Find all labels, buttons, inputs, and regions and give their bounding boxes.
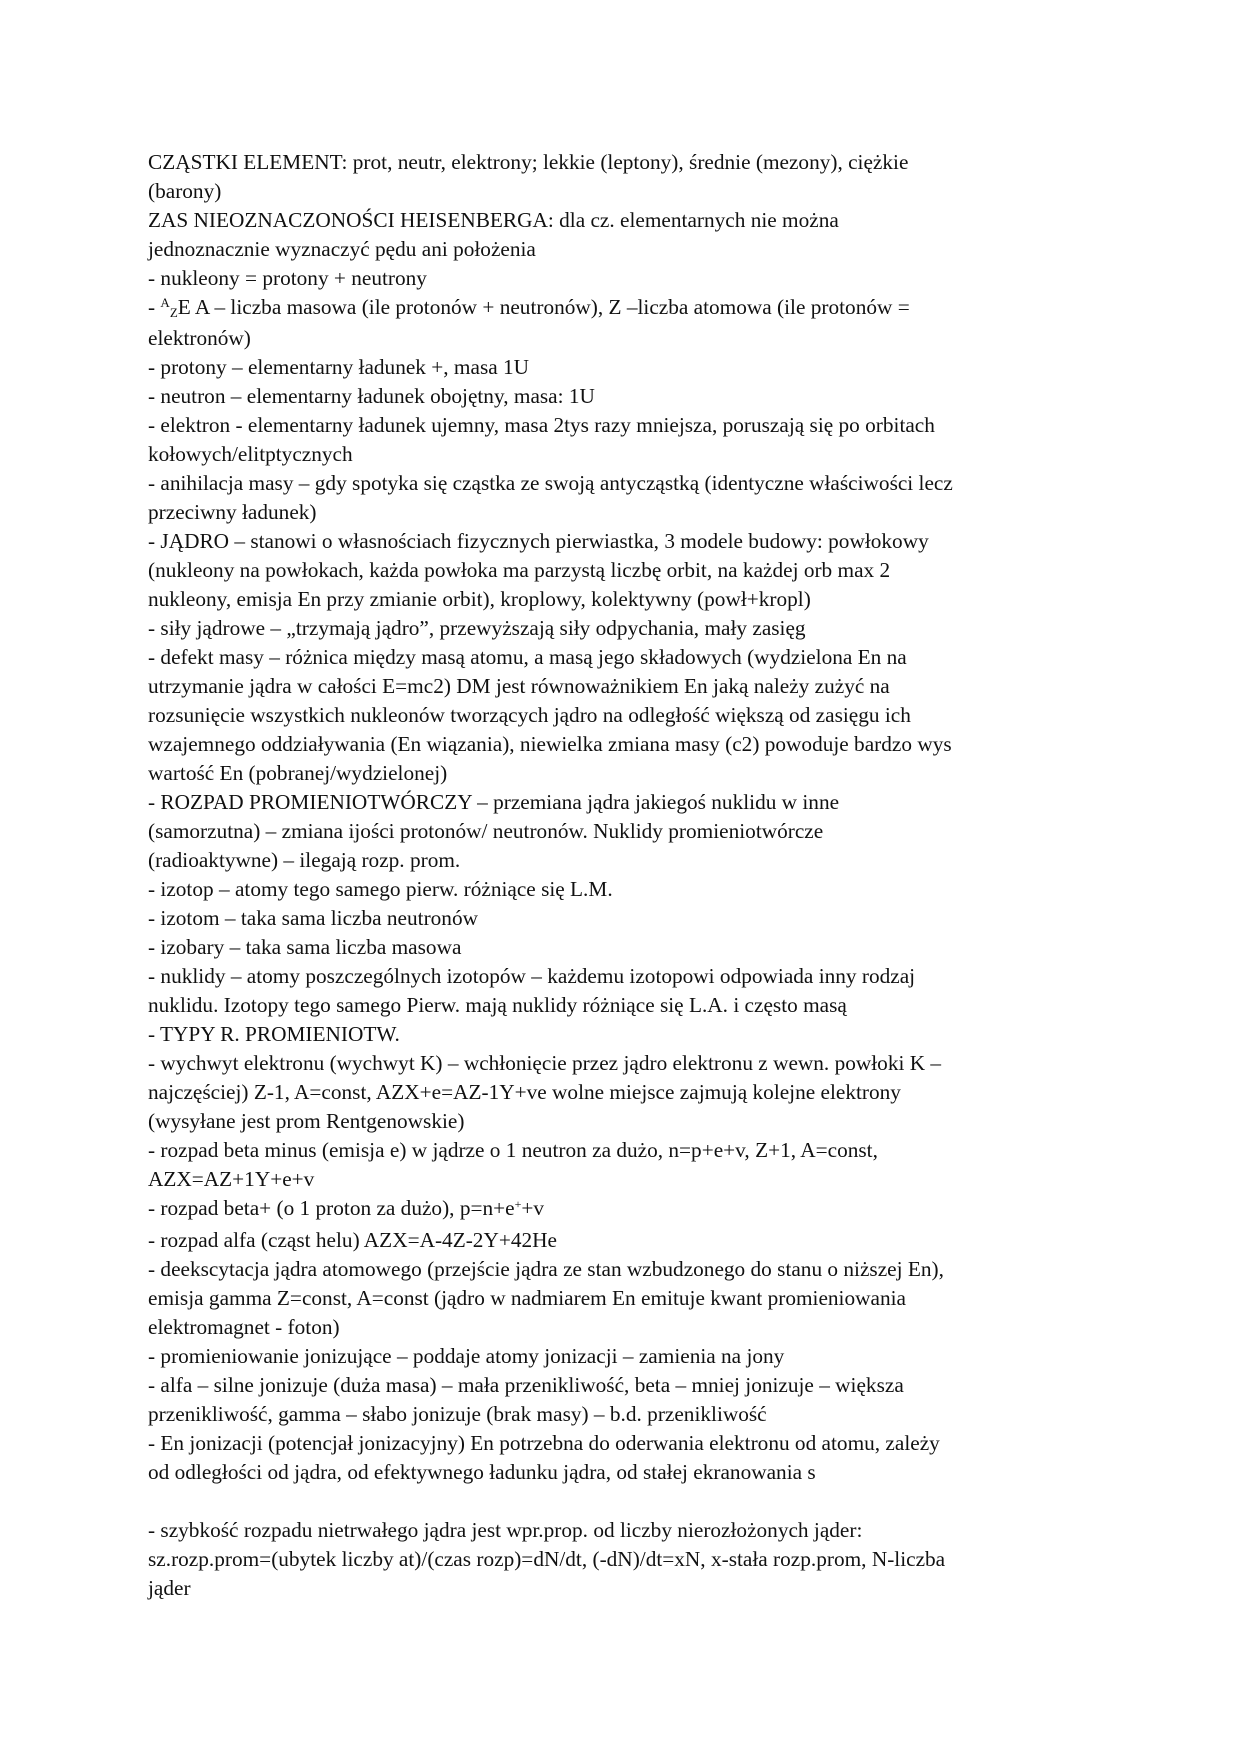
text-line: najczęściej) Z-1, A=const, AZX+e=AZ-1Y+ve wolne miejsce zajmują kolejne elektrony (148, 1080, 901, 1104)
text-line: CZĄSTKI ELEMENT: prot, neutr, elektrony; lekkie (leptony), średnie (mezony), ciężkie (148, 150, 909, 174)
text-line: - En jonizacji (potencjał jonizacyjny) En potrzebna do oderwania elektronu od atomu, zależy (148, 1431, 940, 1455)
positron-superscript: + (514, 1197, 522, 1211)
text-line: przeciwny ładunek) (148, 500, 317, 524)
text-line: (nukleony na powłokach, każda powłoka ma parzystą liczbę orbit, na każdej orb max 2 (148, 558, 891, 582)
text-line: - JĄDRO – stanowi o własnościach fizycznych pierwiastka, 3 modele budowy: powłokowy (148, 529, 929, 553)
document-body (148, 148, 1096, 1603)
text-line: - izotom – taka sama liczba neutronów (148, 906, 478, 930)
text-line: nuklidu. Izotopy tego samego Pierw. mają nuklidy różniące się L.A. i często masą (148, 993, 847, 1017)
nuclide-description: E A – liczba masowa (ile protonów + neutronów), Z –liczba atomowa (ile protonów = (177, 295, 910, 319)
text-line: (wysyłane jest prom Rentgenowskie) (148, 1109, 465, 1133)
text-line: - nukleony = protony + neutrony (148, 266, 427, 290)
text-line: rozsunięcie wszystkich nukleonów tworzących jądro na odległość większą od zasięgu ich (148, 703, 911, 727)
text-line: sz.rozp.prom=(ubytek liczby at)/(czas rozp)=dN/dt, (-dN)/dt=xN, x-stała rozp.prom, N-liczba (148, 1547, 946, 1571)
text-line: - protony – elementarny ładunek +, masa 1U (148, 355, 530, 379)
text-line: od odległości od jądra, od efektywnego ładunku jądra, od stałej ekranowania s (148, 1460, 816, 1484)
text-line: - ROZPAD PROMIENIOTWÓRCZY – przemiana jądra jakiegoś nuklidu w inne (148, 790, 840, 814)
text-line: przenikliwość, gamma – słabo jonizuje (brak masy) – b.d. przenikliwość (148, 1402, 767, 1426)
text-line: - nuklidy – atomy poszczególnych izotopów – każdemu izotopowi odpowiada inny rodzaj (148, 964, 916, 988)
text-line: - rozpad beta minus (emisja e) w jądrze o 1 neutron za dużo, n=p+e+v, Z+1, A=const, (148, 1138, 878, 1162)
text-line: (barony) (148, 179, 222, 203)
text-line: elektronów) (148, 326, 251, 350)
text-line: AZX=AZ+1Y+e+v (148, 1167, 315, 1191)
blank-line (148, 1487, 1096, 1516)
text-line: - deekscytacja jądra atomowego (przejście jądra ze stan wzbudzonego do stanu o niższej En), (148, 1257, 944, 1281)
text-line: - alfa – silne jonizuje (duża masa) – mała przenikliwość, beta – mniej jonizuje – większa (148, 1373, 904, 1397)
text-line: - defekt masy – różnica między masą atomu, a masą jego składowych (wydzielona En na (148, 645, 907, 669)
text-line: kołowych/elitptycznych (148, 442, 353, 466)
text-line: (radioaktywne) – ilegają rozp. prom. (148, 848, 461, 872)
text-line: - promieniowanie jonizujące – poddaje atomy jonizacji – zamienia na jony (148, 1344, 785, 1368)
text-line: nukleony, emisja En przy zmianie orbit), kroplowy, kolektywny (powł+kropl) (148, 587, 811, 611)
atomic-number-subscript: Z (169, 305, 178, 320)
text-line: ZAS NIEOZNACZONOŚCI HEISENBERGA: dla cz. elementarnych nie można (148, 208, 839, 232)
text-line: - neutron – elementarny ładunek obojętny, masa: 1U (148, 384, 595, 408)
text-line: - wychwyt elektronu (wychwyt K) – wchłonięcie przez jądro elektronu z wewn. powłoki K – (148, 1051, 942, 1075)
beta-plus-text: - rozpad beta+ (o 1 proton za dużo), p=n+e (148, 1196, 515, 1220)
text-line: - siły jądrowe – „trzymają jądro”, przewyższają siły odpychania, mały zasięg (148, 616, 806, 640)
text-line: - izotop – atomy tego samego pierw. różniące się L.M. (148, 877, 613, 901)
text-line: utrzymanie jądra w całości E=mc2) DM jest równoważnikiem En jaką należy zużyć na (148, 674, 890, 698)
text-line: (samorzutna) – zmiana ijości protonów/ neutronów. Nuklidy promieniotwórcze (148, 819, 824, 843)
beta-plus-tail: +v (521, 1196, 545, 1220)
text-line: emisja gamma Z=const, A=const (jądro w nadmiarem En emituje kwant promieniowania (148, 1286, 906, 1310)
text-line: - izobary – taka sama liczba masowa (148, 935, 462, 959)
text-line: - elektron - elementarny ładunek ujemny, masa 2tys razy mniejsza, poruszają się po orbitach (148, 413, 935, 437)
text-line: - szybkość rozpadu nietrwałego jądra jest wpr.prop. od liczby nierozłożonych jąder: (148, 1518, 863, 1542)
text-line: jąder (148, 1576, 191, 1600)
text-line: - rozpad alfa (cząst helu) AZX=A-4Z-2Y+42He (148, 1228, 557, 1252)
text-line: - TYPY R. PROMIENIOTW. (148, 1022, 400, 1046)
text-line: jednoznacznie wyznaczyć pędu ani położenia (148, 237, 536, 261)
text-line: elektromagnet - foton) (148, 1315, 340, 1339)
nuclide-notation-line (148, 293, 1096, 324)
text-line: wartość En (pobranej/wydzielonej) (148, 761, 448, 785)
text-line: - anihilacja masy – gdy spotyka się cząstka ze swoją antycząstką (identyczne właściwości lecz (148, 471, 953, 495)
beta-plus-line (148, 1194, 1096, 1226)
text-line: wzajemnego oddziaływania (En wiązania), niewielka zmiana masy (c2) powoduje bardzo wys (148, 732, 952, 756)
nuclide-prefix: - (148, 295, 161, 319)
mass-number-superscript: A (160, 295, 170, 310)
